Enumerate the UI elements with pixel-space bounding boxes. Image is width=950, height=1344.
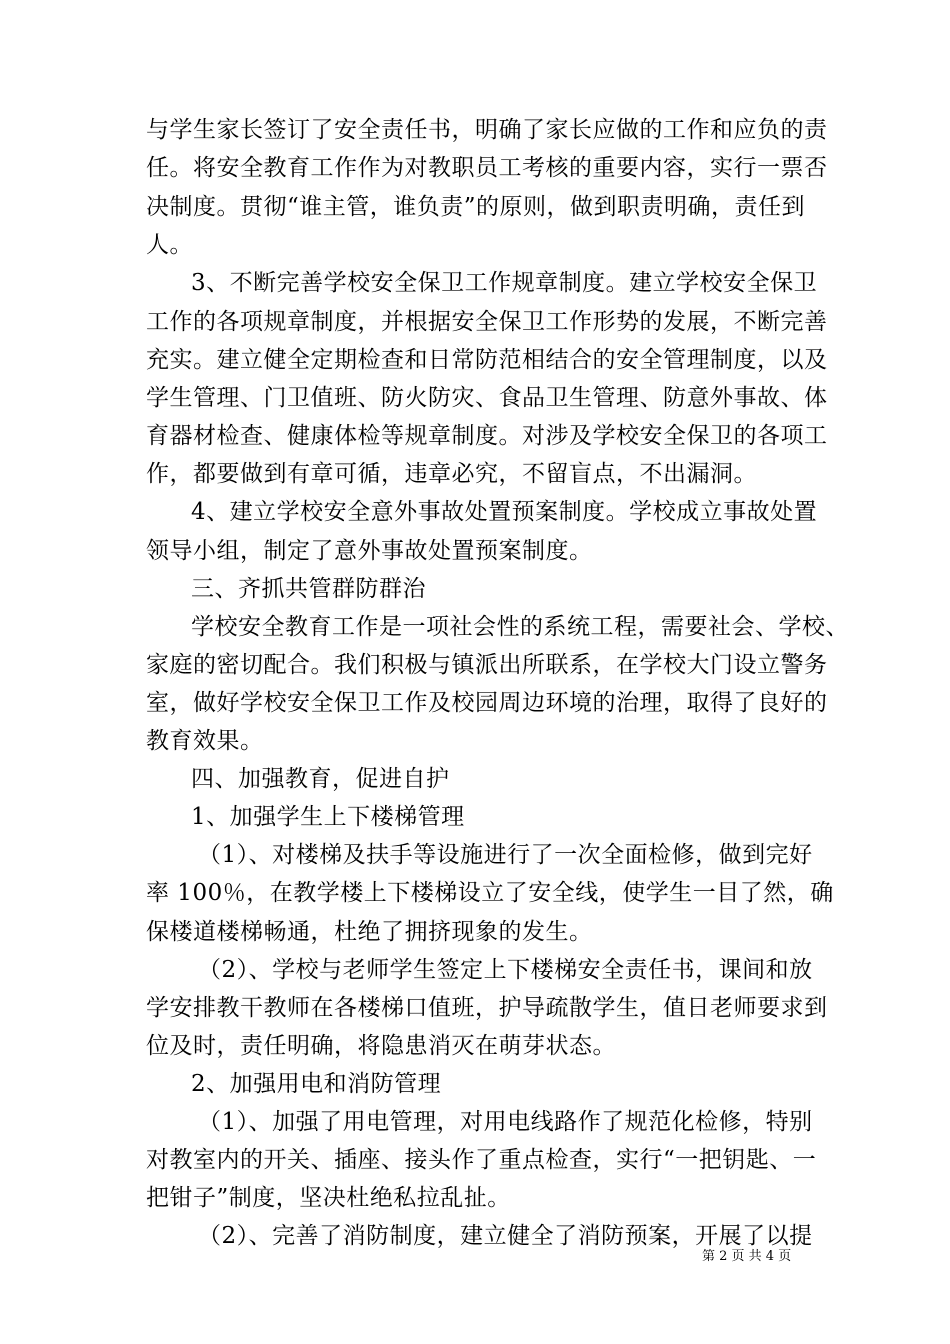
text-line-14: 学校安全教育工作是一项社会性的系统工程，需要社会、学校、 xyxy=(191,614,849,640)
text-line-30: （2）、完善了消防制度，建立健全了消防预案，开展了以提 xyxy=(198,1223,813,1249)
text-line-27: （1）、加强了用电管理，对用电线路作了规范化检修，特别 xyxy=(198,1109,813,1135)
text-line-12: 领导小组，制定了意外事故处置预案制度。 xyxy=(146,538,593,564)
text-line-22: 保楼道楼梯畅通，杜绝了拥挤现象的发生。 xyxy=(146,919,593,945)
text-line-1: 与学生家长签订了安全责任书，明确了家长应做的工作和应负的责 xyxy=(146,117,828,143)
page-number-footer: 第 2 页 共 4 页 xyxy=(702,1249,792,1264)
text-line-11: 4、建立学校安全意外事故处置预案制度。学校成立事故处置 xyxy=(191,499,818,525)
section-heading-3: 三、齐抓共管群防群治 xyxy=(191,576,426,602)
text-line-20: （1）、对楼梯及扶手等设施进行了一次全面检修，做到完好 xyxy=(198,842,813,868)
text-line-4: 人。 xyxy=(146,232,193,258)
section-heading-4: 四、加强教育，促进自护 xyxy=(191,766,450,792)
text-line-15: 家庭的密切配合。我们积极与镇派出所联系，在学校大门设立警务 xyxy=(146,652,828,678)
text-line-16: 室，做好学校安全保卫工作及校园周边环境的治理，取得了良好的 xyxy=(146,690,828,716)
text-line-10: 作，都要做到有章可循，违章必究，不留盲点，不出漏洞。 xyxy=(146,461,757,487)
text-line-23: （2）、学校与老师学生签定上下楼梯安全责任书，课间和放 xyxy=(198,957,813,983)
text-line-2: 任。将安全教育工作作为对教职员工考核的重要内容，实行一票否 xyxy=(146,155,828,181)
text-line-17: 教育效果。 xyxy=(146,728,264,754)
text-line-9: 育器材检查、健康体检等规章制度。对涉及学校安全保卫的各项工 xyxy=(146,423,828,449)
text-line-24: 学安排教干教师在各楼梯口值班，护导疏散学生，值日老师要求到 xyxy=(146,995,828,1021)
subheading-electric-fire: 2、加强用电和消防管理 xyxy=(191,1071,442,1097)
text-line-5: 3、不断完善学校安全保卫工作规章制度。建立学校安全保卫 xyxy=(191,270,818,296)
text-line-3: 决制度。贯彻“谁主管，谁负责”的原则，做到职责明确，责任到 xyxy=(146,194,806,220)
text-line-6: 工作的各项规章制度，并根据安全保卫工作形势的发展，不断完善 xyxy=(146,309,828,335)
text-line-28: 对教室内的开关、插座、接头作了重点检查，实行“一把钥匙、一 xyxy=(146,1147,817,1173)
text-line-7: 充实。建立健全定期检查和日常防范相结合的安全管理制度，以及 xyxy=(146,347,828,373)
text-line-8: 学生管理、门卫值班、防火防灾、食品卫生管理、防意外事故、体 xyxy=(146,385,828,411)
subheading-stairs: 1、加强学生上下楼梯管理 xyxy=(191,804,465,830)
text-line-21: 率 100％，在教学楼上下楼梯设立了安全线，使学生一目了然，确 xyxy=(146,880,834,906)
text-line-25: 位及时，责任明确，将隐患消灭在萌芽状态。 xyxy=(146,1033,616,1059)
text-line-29: 把钳子”制度，坚决杜绝私拉乱扯。 xyxy=(146,1185,511,1211)
